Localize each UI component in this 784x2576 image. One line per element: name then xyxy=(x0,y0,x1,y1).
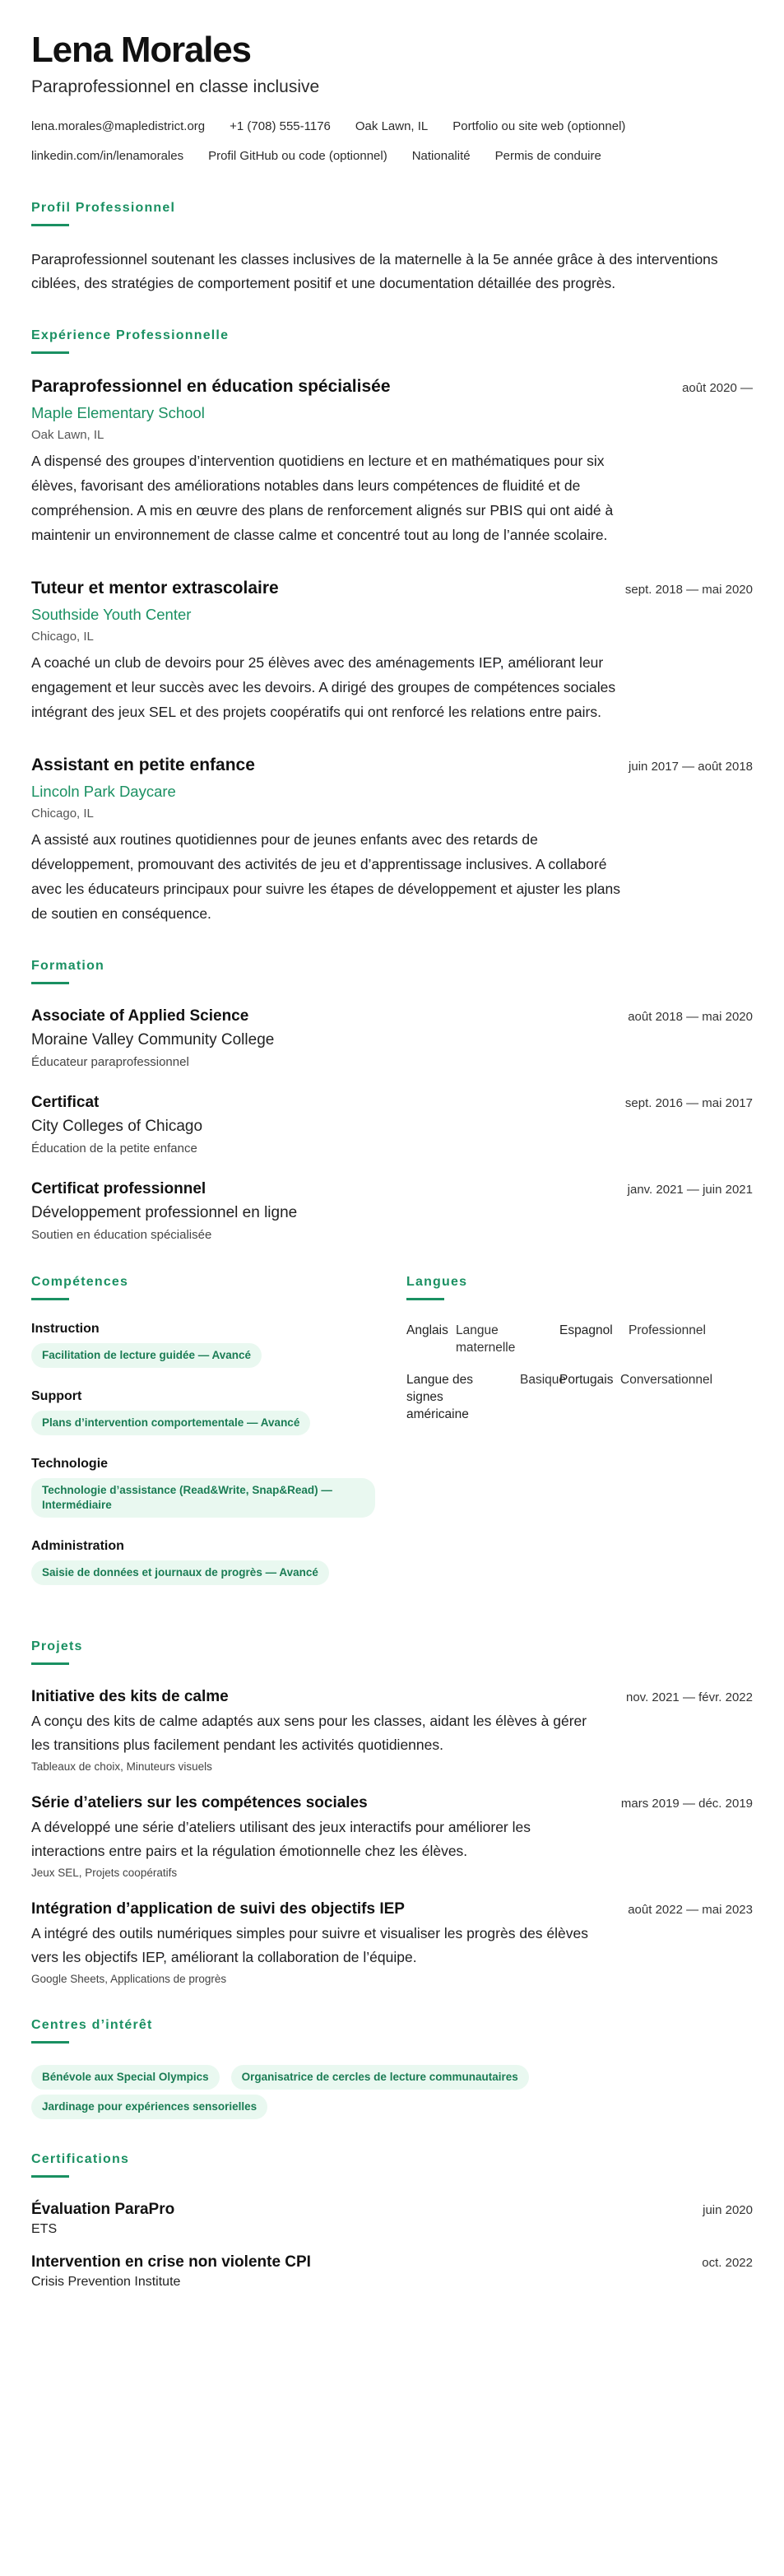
school-name: City Colleges of Chicago xyxy=(31,1118,203,1135)
skills-languages-row xyxy=(31,1275,753,1607)
summary-section xyxy=(31,201,753,295)
section-title: Projets xyxy=(31,1639,83,1653)
contact-portfolio[interactable]: Portfolio ou site web (optionnel) xyxy=(452,119,626,133)
contact-email[interactable]: lena.morales@mapledistrict.org xyxy=(31,119,206,133)
job-description: A coaché un club de devoirs pour 25 élèves avec des aménagements IEP, améliorant leur engagement et leur succès avec les devoirs. A dirigé des groupes de compétences sociales intégrant des jeux SEL et des projets coopératifs qui ont renforcé les relations entre pairs. xyxy=(31,654,616,720)
contact-list xyxy=(31,115,753,168)
section-divider xyxy=(406,1298,444,1300)
skills-section xyxy=(31,1275,406,1607)
school-name: Moraine Valley Community College xyxy=(31,1031,275,1049)
skill-group xyxy=(31,1539,375,1585)
experience-item xyxy=(31,754,753,926)
project-tools: Jeux SEL, Projets coopératifs xyxy=(31,1867,178,1879)
education-item xyxy=(31,1179,753,1242)
language-level: Professionnel xyxy=(629,1323,706,1337)
company-name: Southside Youth Center xyxy=(31,606,192,623)
job-location: Chicago, IL xyxy=(31,630,94,644)
certification-issuer: ETS xyxy=(31,2222,58,2236)
section-title: Langues xyxy=(406,1275,468,1289)
project-tools: Google Sheets, Applications de progrès xyxy=(31,1973,227,1985)
certification-issuer: Crisis Prevention Institute xyxy=(31,2275,181,2289)
project-tools: Tableaux de choix, Minuteurs visuels xyxy=(31,1760,212,1773)
interests-section xyxy=(31,2018,753,2119)
contact-license: Permis de conduire xyxy=(494,149,601,163)
section-title: Formation xyxy=(31,959,105,973)
section-divider xyxy=(31,351,69,354)
certifications-section xyxy=(31,2152,753,2290)
section-divider xyxy=(31,1662,69,1665)
contact-github[interactable]: Profil GitHub ou code (optionnel) xyxy=(208,149,387,163)
section-title: Certifications xyxy=(31,2152,130,2166)
project-item xyxy=(31,1793,753,1879)
interest-list xyxy=(31,2065,607,2119)
section-divider xyxy=(31,224,69,226)
section-divider xyxy=(31,2175,69,2178)
job-title: Paraprofessionnel en éducation spécialisée xyxy=(31,377,391,396)
section-title: Profil Professionnel xyxy=(31,201,176,215)
school-name: Développement professionnel en ligne xyxy=(31,1204,298,1221)
summary-text: Paraprofessionnel soutenant les classes inclusives de la maternelle à la 5e année grâce à des interventions ciblées, des stratégies de comportement positif et une documentation détaillée des progrès. xyxy=(31,251,718,291)
project-dates: nov. 2021 — févr. 2022 xyxy=(626,1690,753,1704)
project-name: Série d’ateliers sur les compétences sociales xyxy=(31,1794,368,1811)
contact-linkedin[interactable]: linkedin.com/in/lenamorales xyxy=(31,149,184,163)
job-description: A assisté aux routines quotidiennes pour de jeunes enfants avec des retards de développement, promouvant des activités de jeu et d’apprentissage inclusives. A collaboré avec les éducateurs principaux pour suivre les étapes de développement et ajuster les plans de soutien en conséquence. xyxy=(31,831,620,922)
language-level: Basique xyxy=(520,1373,567,1387)
certification-name: Évaluation ParaPro xyxy=(31,2201,175,2218)
interest-pill: Jardinage pour expériences sensorielles xyxy=(31,2095,267,2119)
experience-item xyxy=(31,375,753,547)
language-name: Langue des signes américaine xyxy=(406,1373,474,1421)
skill-category: Administration xyxy=(31,1539,124,1553)
job-description: A dispensé des groupes d’intervention quotidiens en lecture et en mathématiques pour six élèves, favorisant des améliorations notables dans leurs compétences de fluidité et de compréhension. A mis en œuvre des plans de renforcement alignés sur PBIS qui ont aidé à maintenir un environnement de classe calme et concentré tout au long de l’année scolaire. xyxy=(31,453,614,543)
certification-date: juin 2020 xyxy=(703,2203,753,2217)
skill-pill: Technologie d’assistance (Read&Write, Snap&Read) — Intermédiaire xyxy=(31,1478,375,1518)
company-name: Maple Elementary School xyxy=(31,404,205,421)
project-item xyxy=(31,1899,753,1985)
job-location: Oak Lawn, IL xyxy=(31,428,104,442)
contact-location: Oak Lawn, IL xyxy=(355,119,429,133)
skill-group xyxy=(31,1322,375,1368)
project-name: Intégration d’application de suivi des objectifs IEP xyxy=(31,1900,405,1918)
project-description: A intégré des outils numériques simples pour suivre et visualiser les progrès des élèves vers les objectifs IEP, améliorant la collaboration de l’équipe. xyxy=(31,1925,588,1965)
job-title: Assistant en petite enfance xyxy=(31,756,255,774)
education-section xyxy=(31,959,753,1242)
language-level: Conversationnel xyxy=(620,1373,713,1387)
degree-title: Associate of Applied Science xyxy=(31,1007,249,1025)
skill-category: Instruction xyxy=(31,1322,100,1336)
study-field: Éducation de la petite enfance xyxy=(31,1142,197,1155)
contact-nationality: Nationalité xyxy=(411,149,471,163)
education-dates: janv. 2021 — juin 2021 xyxy=(627,1183,753,1197)
section-divider xyxy=(31,1298,69,1300)
resume-header xyxy=(31,28,753,168)
candidate-name: Lena Morales xyxy=(31,30,251,70)
languages-section xyxy=(406,1275,752,1607)
project-description: A développé une série d’ateliers utilisant des jeux interactifs pour améliorer les interactions entre pairs et la régulation émotionnelle chez les élèves. xyxy=(31,1819,531,1859)
study-field: Soutien en éducation spécialisée xyxy=(31,1228,212,1242)
education-dates: août 2018 — mai 2020 xyxy=(628,1010,753,1024)
certification-item xyxy=(31,2252,753,2290)
language-name: Anglais xyxy=(406,1323,448,1337)
skill-category: Technologie xyxy=(31,1457,109,1471)
company-name: Lincoln Park Daycare xyxy=(31,783,176,800)
project-dates: août 2022 — mai 2023 xyxy=(628,1903,753,1917)
language-name: Espagnol xyxy=(559,1323,613,1337)
project-name: Initiative des kits de calme xyxy=(31,1688,229,1705)
skill-pill: Saisie de données et journaux de progrès — Avancé xyxy=(31,1560,329,1585)
job-dates: juin 2017 — août 2018 xyxy=(629,760,753,774)
skill-pill: Plans d’intervention comportementale — Avancé xyxy=(31,1411,310,1435)
project-item xyxy=(31,1686,753,1773)
projects-section xyxy=(31,1639,753,1985)
job-dates: sept. 2018 — mai 2020 xyxy=(624,583,753,597)
education-item xyxy=(31,1092,753,1155)
degree-title: Certificat professionnel xyxy=(31,1180,206,1197)
section-title: Compétences xyxy=(31,1275,129,1289)
skill-pill: Facilitation de lecture guidée — Avancé xyxy=(31,1343,262,1368)
education-dates: sept. 2016 — mai 2017 xyxy=(624,1096,753,1110)
candidate-headline: Paraprofessionnel en classe inclusive xyxy=(31,77,320,96)
section-divider xyxy=(31,982,69,984)
interest-pill: Bénévole aux Special Olympics xyxy=(31,2065,220,2090)
study-field: Éducateur paraprofessionnel xyxy=(31,1055,189,1069)
language-name: Portugais xyxy=(559,1373,614,1387)
degree-title: Certificat xyxy=(31,1094,100,1111)
certification-name: Intervention en crise non violente CPI xyxy=(31,2253,311,2271)
certification-date: oct. 2022 xyxy=(702,2256,753,2270)
language-list xyxy=(406,1322,752,1423)
skill-group xyxy=(31,1457,375,1518)
experience-section xyxy=(31,328,753,926)
skill-category: Support xyxy=(31,1389,82,1403)
section-divider xyxy=(31,2041,69,2044)
skill-group xyxy=(31,1389,375,1435)
section-title: Expérience Professionnelle xyxy=(31,328,230,342)
language-level: Langue maternelle xyxy=(456,1323,516,1355)
project-dates: mars 2019 — déc. 2019 xyxy=(620,1797,753,1811)
contact-phone[interactable]: +1 (708) 555-1176 xyxy=(230,119,331,133)
education-item xyxy=(31,1006,753,1069)
experience-item xyxy=(31,577,753,724)
job-location: Chicago, IL xyxy=(31,807,94,821)
project-description: A conçu des kits de calme adaptés aux sens pour les classes, aidant les élèves à gérer les transitions plus facilement pendant les activités quotidiennes. xyxy=(31,1713,587,1753)
job-title: Tuteur et mentor extrascolaire xyxy=(31,579,279,598)
interest-pill: Organisatrice de cercles de lecture communautaires xyxy=(231,2065,529,2090)
certification-item xyxy=(31,2199,753,2237)
job-dates: août 2020 — xyxy=(682,381,753,395)
section-title: Centres d’intérêt xyxy=(31,2018,153,2032)
